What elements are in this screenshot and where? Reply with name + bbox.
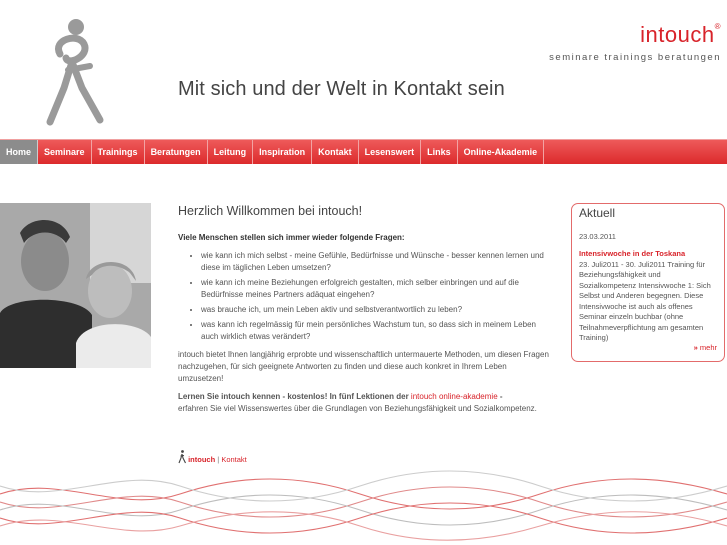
main-content	[178, 205, 550, 421]
nav-seminare[interactable]: Seminare	[38, 140, 92, 164]
nav-trainings[interactable]: Trainings	[92, 140, 145, 164]
brand-logo[interactable]	[549, 22, 721, 63]
nav-lesenswert[interactable]: Lesenswert	[359, 140, 422, 164]
intro-paragraph: intouch bietet Ihnen langjährig erprobte und wissenschaftlich untermauerte Methoden, um diesen Fragen nachzugehen, für sich geeignete Antworten zu finden und diese auch konkret in Ihrem Leben umzusetzen!	[178, 350, 549, 383]
nav-online-akademie[interactable]: Online-Akademie	[458, 140, 545, 164]
cta-dash: -	[497, 392, 503, 401]
list-item: • wie kann ich mich selbst - meine Gefühle, Bedürfnisse und Wünsche - besser kennen lernen und diese im täglichen Leben umsetzen?	[201, 250, 550, 274]
footer-links	[178, 450, 247, 464]
main-navigation	[0, 139, 727, 164]
logo-figure-icon[interactable]	[38, 18, 108, 128]
news-text: 23. Juli2011 - 30. Juli2011 Training für Beziehungsfähigkeit und Sozialkompetenz Intensivwoche 1: Sich Selbst und Anderen begegnen. Diese Intensivwoche ist auch als offenes Seminar einzeln buchbar (ohne Teilnahmeverpflichtung am gesamten Training)	[579, 259, 711, 342]
list-item: • was brauche ich, um mein Leben aktiv und selbstverantwortlich zu leben?	[201, 304, 550, 316]
registered-mark: ®	[714, 22, 721, 31]
footer-kontakt-link[interactable]: Kontakt	[221, 455, 247, 464]
cta-bold-text: Lernen Sie intouch kennen - kostenlos! In fünf Lektionen der	[178, 392, 409, 401]
page-tagline: Mit sich und der Welt in Kontakt sein	[178, 78, 505, 100]
brand-name: intouch	[640, 22, 715, 47]
cta-rest-text: erfahren Sie viel Wissenswertes über die Grundlagen von Beziehungsfähigkeit und Sozialkompetenz.	[178, 404, 537, 413]
news-title-link[interactable]: Intensivwoche in der Toskana	[579, 249, 686, 258]
small-figure-icon	[178, 450, 186, 464]
questions-lead: Viele Menschen stellen sich immer wieder folgende Fragen:	[178, 233, 405, 242]
footer-separator: |	[217, 455, 220, 464]
more-link[interactable]	[694, 343, 717, 354]
questions-list	[178, 250, 550, 343]
nav-links[interactable]: Links	[421, 140, 458, 164]
news-box	[571, 203, 725, 362]
nav-beratungen[interactable]: Beratungen	[145, 140, 208, 164]
brand-subline: seminare trainings beratungen	[549, 52, 721, 63]
nav-kontakt[interactable]: Kontakt	[312, 140, 359, 164]
news-date: 23.03.2011	[579, 231, 616, 241]
news-box-title: Aktuell	[579, 206, 616, 220]
founders-photo	[0, 203, 151, 368]
more-label: mehr	[699, 342, 717, 352]
decorative-waves	[0, 466, 727, 545]
more-arrow-icon: »	[693, 342, 698, 352]
list-item: • was kann ich regelmässig für mein persönliches Wachstum tun, so dass sich in meinem Leben auch wirklich etwas verändert?	[201, 319, 550, 343]
cta-paragraph	[178, 391, 550, 415]
nav-inspiration[interactable]: Inspiration	[253, 140, 312, 164]
online-akademie-link[interactable]: intouch online-akademie	[410, 392, 498, 401]
list-item: • wie kann ich meine Beziehungen erfolgreich gestalten, mich selber einbringen und auf die Bedürfnisse meines Partners adäquat eingehen?	[201, 277, 550, 301]
nav-home[interactable]: Home	[0, 140, 38, 164]
nav-leitung[interactable]: Leitung	[208, 140, 254, 164]
welcome-heading: Herzlich Willkommen bei intouch!	[178, 204, 363, 218]
photo-illustration	[0, 203, 151, 368]
footer-intouch-link[interactable]: intouch	[188, 455, 216, 464]
